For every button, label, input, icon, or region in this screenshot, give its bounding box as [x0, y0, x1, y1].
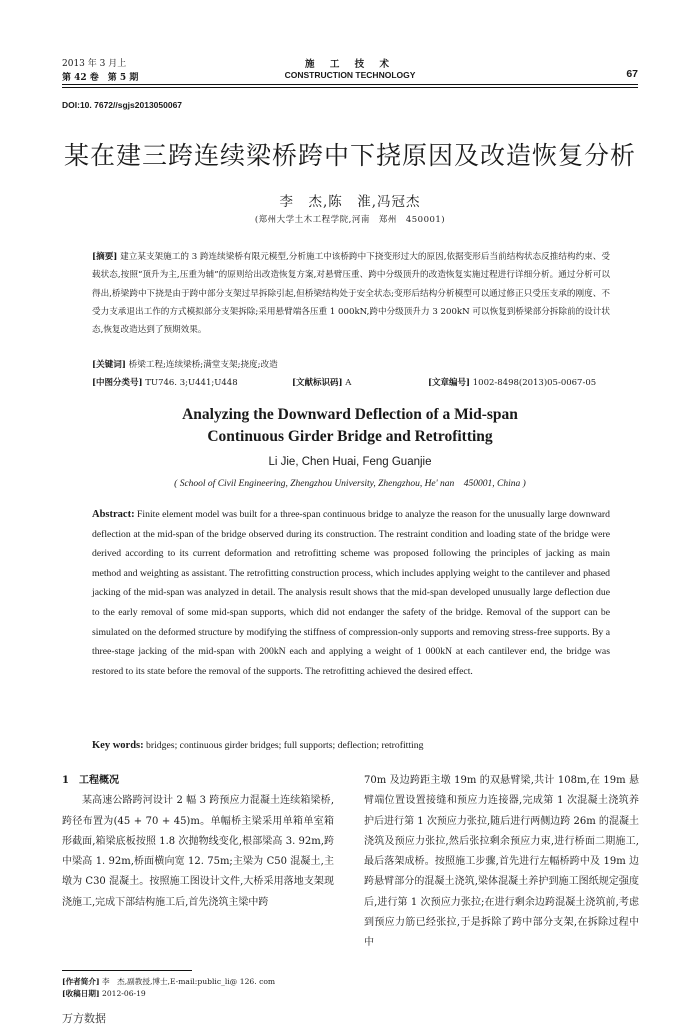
clc-label: [中图分类号]: [92, 378, 143, 388]
header-rule-thick: [62, 84, 638, 85]
keywords-cn-label: [关键词]: [92, 360, 126, 370]
keywords-cn: [92, 358, 610, 370]
doi: DOI:10. 7672//sgjs2013050067: [62, 100, 183, 110]
footnote-rule: [62, 970, 192, 971]
body-paragraph-left: 某高速公路跨河设计 2 幅 3 跨预应力混凝土连续箱梁桥,跨径布置为(45 + 70 + 45)m。单幅桥主梁采用单箱单室箱形截面,箱梁底板按照 1.8 次抛物线变化,根部梁高 3. 92m,跨中梁高 1. 92m,桥面横向宽 12. 75m;主梁为 C50 混凝土,主墩为 C30 混凝土。按照施工图设计文件,大桥采用落地支架现浇施工,完成下部结构施工后,首先浇筑主梁中跨: [62, 795, 334, 908]
footnote-author: [62, 976, 275, 988]
footnote: [62, 976, 275, 1000]
footnote-date: [62, 988, 275, 1000]
title-cn: 某在建三跨连续梁桥跨中下挠原因及改造恢复分析: [63, 141, 636, 170]
watermark-text: 万方数据: [62, 1012, 106, 1025]
keywords-en: [92, 740, 610, 751]
affiliation-en: ( School of Civil Engineering, Zhengzhou University, Zhengzhou, He' nan 450001, China ): [174, 479, 526, 489]
doc-code: [292, 376, 351, 388]
page-number: 67: [626, 68, 638, 80]
authors-cn: 李 杰,陈 淮,冯冠杰: [279, 194, 421, 210]
journal-name-en: CONSTRUCTION TECHNOLOGY: [284, 70, 416, 80]
abstract-cn-label: [摘要]: [92, 252, 118, 262]
journal-name-cn: 施 工 技 术: [305, 59, 395, 70]
affiliation-cn: (郑州大学土木工程学院,河南 郑州 450001): [254, 215, 446, 225]
title-en-line2: Continuous Girder Bridge and Retrofitting: [207, 428, 493, 445]
article-number: [428, 376, 596, 388]
doc-code-value: A: [345, 378, 352, 388]
keywords-en-text: bridges; continuous girder bridges; full supports; deflection; retrofitting: [146, 740, 424, 751]
issue-date: 2013 年 3 月上: [62, 59, 127, 69]
header-rule-thin: [62, 87, 638, 88]
doc-code-label: [文献标识码]: [292, 378, 343, 388]
abstract-cn-text: 建立某支架施工的 3 跨连续梁桥有限元模型,分析施工中该桥跨中下挠变形过大的原因,依据变形后当前结构状态反推结构约束、受载状态,按照“顶升为主,压重为辅”的原则给出改造恢复方案,对悬臂压重、跨中分级顶升的改造恢复实施过程进行详细分析。通过分析可以得出,桥梁跨中下挠是由于跨中部分支架过早拆除引起,但桥梁结构处于安全状态;变形后结构分析模型可以通过修正只受压支承的刚度、不受力支承退出工作的方式模拟部分支架拆除;采用悬臂端各压重 1 000kN,跨中分级顶升力 3 200kN 可以恢复到桥梁部分拆除前的设计状态,恢复改造达到了预期效果。: [92, 252, 610, 336]
title-en-line1: Analyzing the Downward Deflection of a Mid-span: [182, 406, 518, 423]
section-1-title: 1 工程概况: [62, 775, 119, 786]
clc-number: [92, 376, 238, 388]
abstract-en-text: Finite element model was built for a three-span continuous bridge to analyze the reason for the unusually large downward deflection at the mid-span of the bridge observed during its construction. The restraint condition and loading state of the bridge were derived according to its current deformation and retrofitting scheme was proposed following the principles of jacking as main method and weighting as assistant. The retrofitting construction process, which includes applying weight to the cantilever and phased jacking of the mid-span was analyzed in detail. The analysis result shows that the mid-span developed unusually large deflection due to the early removal of some mid-span supports, which did not endanger the safety of the bridge. Removal of the support can be simulated on the deformed structure by modifying the stiffness of compression-only supports and removing stress-free supports. By a three-stage jacking of the mid-span with 200kN each and applying a weight of 1 000kN at each cantilever end, the bridge was restored to its state before the removal of the supports. The retrofitting achieved the desired effect.: [92, 509, 611, 677]
footnote-date-label: [收稿日期]: [62, 989, 100, 998]
keywords-en-label: Key words:: [92, 740, 144, 751]
title-en: [0, 404, 700, 448]
abstract-en-label: Abstract:: [92, 509, 135, 520]
body-paragraph-right: 70m 及边跨距主墩 19m 的双悬臂梁,共计 108m,在 19m 悬臂端位置设置接缝和预应力连接器,完成第 1 次混凝土浇筑养护后进行第 1 次预应力张拉,随后进行两侧边跨 26m 的混凝土浇筑及预应力张拉,然后张拉剩余预应力束,进行桥面二期施工,最后落架成桥。按照施工步骤,首先进行左幅桥跨中及 19m 边跨悬臂部分的混凝土浇筑,梁体混凝土养护到施工图纸规定强度后,进行第 1 次预应力张拉;在进行剩余边跨混凝土浇筑前,考虑到预应力筋已经张拉,于是拆除了跨中部分支架,在拆除过程中中: [364, 775, 639, 949]
volume-issue: 第 42 卷 第 5 期: [62, 73, 139, 83]
footnote-date-text: 2012-06-19: [101, 989, 146, 998]
body-column-right: [364, 771, 639, 954]
abstract-cn: [92, 248, 610, 339]
footnote-author-label: [作者简介]: [62, 977, 100, 986]
body-column-left: [62, 771, 334, 913]
footnote-author-text: 李 杰,副教授,博士,E-mail:public_li@ 126. com: [101, 977, 276, 986]
article-number-value: 1002-8498(2013)05-0067-05: [472, 378, 597, 388]
abstract-en: [92, 505, 610, 681]
keywords-cn-text: 桥梁工程;连续梁桥;满堂支架;挠度;改造: [128, 360, 278, 370]
article-number-label: [文章编号]: [428, 378, 471, 388]
authors-en: Li Jie, Chen Huai, Feng Guanjie: [268, 456, 432, 468]
clc-value: TU746. 3;U441;U448: [145, 378, 238, 388]
